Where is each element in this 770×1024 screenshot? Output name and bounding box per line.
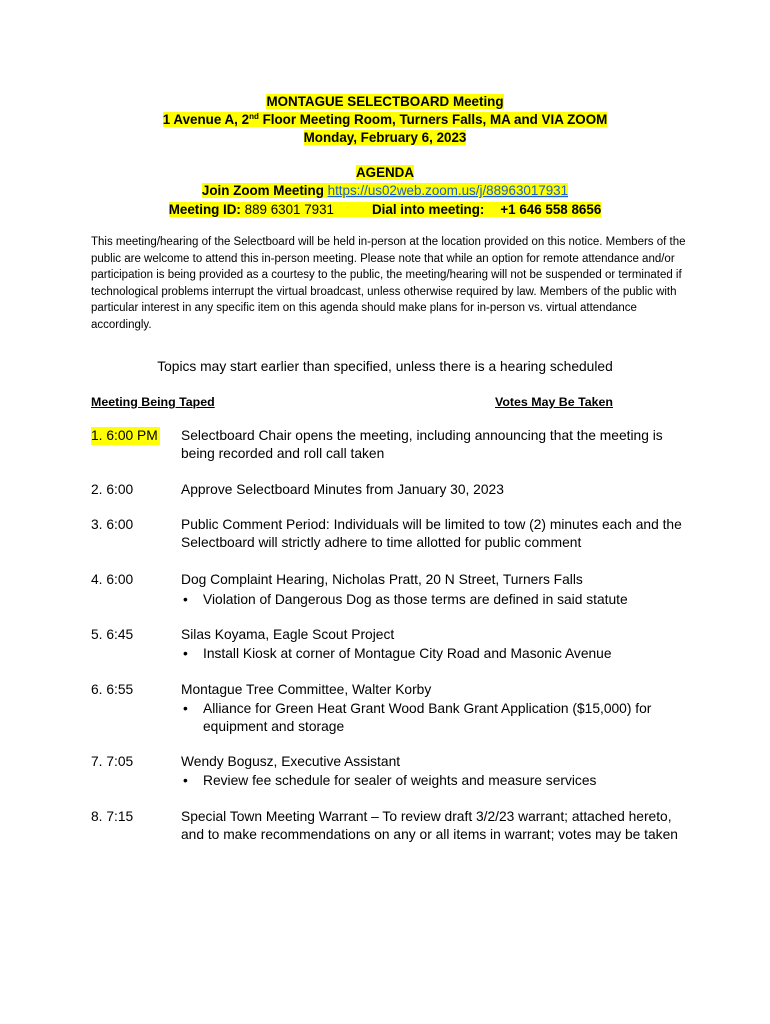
item-bullets [181, 591, 691, 609]
item-bullets [181, 700, 691, 736]
dial-in-label: Dial into meeting: [372, 202, 485, 217]
bullet-item: • Alliance for Green Heat Grant Wood Bank Grant Application ($15,000) for equipment and storage [183, 701, 652, 734]
item-time: 6. 6:55 [91, 682, 134, 697]
bullet-item: • Violation of Dangerous Dog as those terms are defined in said statute [183, 592, 628, 607]
topics-note: Topics may start earlier than specified, unless there is a hearing scheduled [157, 359, 613, 374]
item-description: Dog Complaint Hearing, Nicholas Pratt, 20 N Street, Turners Falls [181, 572, 583, 587]
item-time: 3. 6:00 [91, 517, 134, 532]
meeting-id-line [0, 201, 770, 219]
bullet-item: • Review fee schedule for sealer of weights and measure services [183, 773, 597, 788]
votes-taken-heading: Votes May Be Taken [495, 395, 613, 409]
item-description: Silas Koyama, Eagle Scout Project [181, 627, 395, 642]
bullet-icon: • [183, 701, 188, 716]
item-time: 8. 7:15 [91, 809, 134, 824]
meeting-id-label: Meeting ID: [168, 202, 241, 217]
item-bullets [181, 645, 691, 663]
item-description: Approve Selectboard Minutes from January 30, 2023 [181, 482, 504, 497]
item-time: 2. 6:00 [91, 482, 134, 497]
location-prefix: 1 Avenue A, 2 [162, 112, 250, 127]
zoom-meeting-link[interactable]: https://us02web.zoom.us/j/88963017931 [327, 183, 569, 198]
item-description: Special Town Meeting Warrant – To review draft 3/2/23 warrant; attached hereto, and to make recommendations on any or all items in warrant; votes may be taken [181, 809, 678, 842]
zoom-label: Join Zoom Meeting [201, 183, 324, 198]
item-bullets [181, 772, 691, 790]
notice-text: This meeting/hearing of the Selectboard will be held in-person at the location provided on this notice. Members of the public are welcome to attend this in-person meeting. Please note that while an option for remote attendance and/or participation is being provided as a courtesy to the public, the meeting/hearing will not be suspended or terminated if technological problems interrupt the virtual broadcast, unless otherwise required by law. Members of the public with particular interest in any specific item on this agenda should make plans for in-person vs. virtual attendance accordingly. [91, 236, 686, 331]
item-description: Public Comment Period: Individuals will be limited to tow (2) minutes each and the Selectboard will strictly adhere to time allotted for public comment [181, 517, 682, 550]
meeting-id-value: 889 6301 7931 [244, 202, 335, 217]
meeting-taped-heading: Meeting Being Taped [91, 395, 215, 409]
item-description: Selectboard Chair opens the meeting, including announcing that the meeting is being recorded and roll call taken [181, 428, 663, 461]
location-suffix: Floor Meeting Room, Turners Falls, MA and VIA ZOOM [258, 112, 608, 127]
item-description: Montague Tree Committee, Walter Korby [181, 682, 432, 697]
bullet-icon: • [183, 592, 188, 607]
bullet-icon: • [183, 773, 188, 788]
zoom-line [0, 182, 770, 200]
item-time: 7. 7:05 [91, 754, 134, 769]
item-time: 1. 6:00 PM [91, 428, 158, 443]
location-superscript: nd [249, 112, 259, 121]
bullet-item: • Install Kiosk at corner of Montague City Road and Masonic Avenue [183, 646, 612, 661]
item-time: 4. 6:00 [91, 572, 134, 587]
item-time: 5. 6:45 [91, 627, 134, 642]
attendance-notice [91, 234, 691, 333]
bullet-icon: • [183, 646, 188, 661]
agenda-heading: AGENDA [355, 165, 415, 180]
meeting-title: MONTAGUE SELECTBOARD Meeting [266, 94, 504, 109]
meeting-location [0, 111, 770, 129]
dial-in-number: +1 646 558 8656 [500, 202, 602, 217]
item-description: Wendy Bogusz, Executive Assistant [181, 754, 401, 769]
meeting-date: Monday, February 6, 2023 [303, 130, 467, 145]
